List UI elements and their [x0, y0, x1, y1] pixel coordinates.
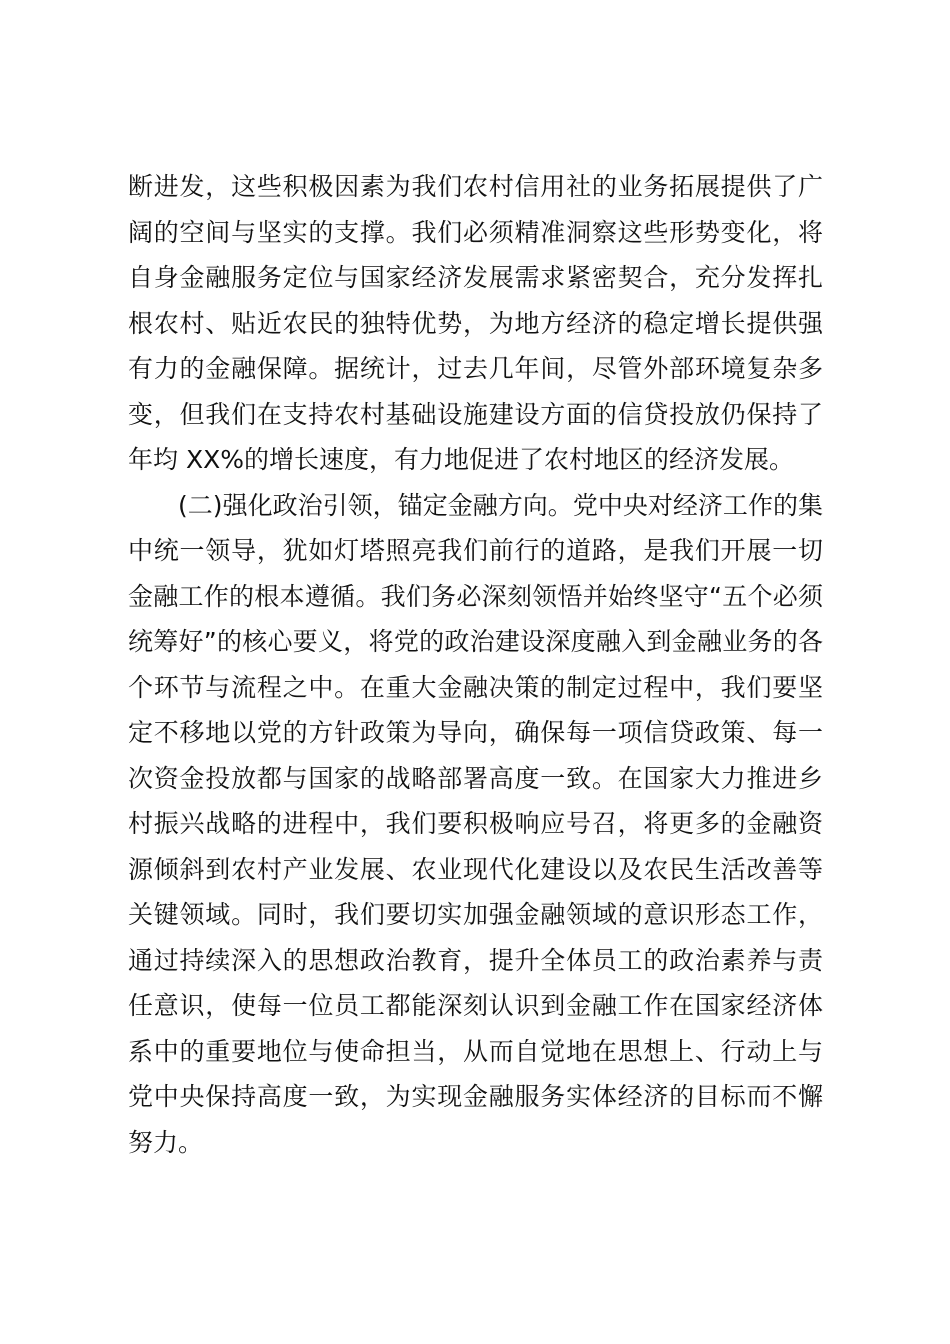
text-line: 系中的重要地位与使命担当，从而自觉地在思想上、行动上与	[128, 1036, 823, 1066]
text-line: 党中央保持高度一致，为实现金融服务实体经济的目标而不懈	[128, 1082, 823, 1111]
text-line: 根农村、贴近农民的独特优势，为地方经济的稳定增长提供强	[128, 308, 823, 338]
text-line: 源倾斜到农村产业发展、农业现代化建设以及农民生活改善等	[128, 854, 823, 884]
text-line: 金融工作的根本遵循。我们务必深刻领悟并始终坚守“五个必须	[128, 581, 823, 611]
text-line: 次资金投放都与国家的战略部署高度一致。在国家大力推进乡	[128, 763, 823, 793]
document-body	[128, 164, 823, 1165]
text-line: 有力的金融保障。据统计，过去几年间，尽管外部环境复杂多	[128, 354, 823, 383]
text-line: 通过持续深入的思想政治教育，提升全体员工的政治素养与责	[128, 945, 823, 975]
text-line: 定不移地以党的方针政策为导向，确保每一项信贷政策、每一	[128, 718, 823, 747]
text-line: 任意识，使每一位员工都能深刻认识到金融工作在国家经济体	[128, 991, 823, 1020]
text-line: 断进发，这些积极因素为我们农村信用社的业务拓展提供了广	[128, 172, 823, 201]
text-line: 年均 XX%的增长速度，有力地促进了农村地区的经济发展。	[128, 445, 794, 474]
text-line: 变，但我们在支持农村基础设施建设方面的信贷投放仍保持了	[128, 399, 823, 429]
text-line: 统筹好”的核心要义，将党的政治建设深度融入到金融业务的各	[128, 627, 823, 656]
text-line: 努力。	[128, 1127, 204, 1157]
text-line: 村振兴战略的进程中，我们要积极响应号召，将更多的金融资	[128, 809, 823, 838]
text-line: 中统一领导，犹如灯塔照亮我们前行的道路，是我们开展一切	[128, 536, 823, 565]
text-line: 阔的空间与坚实的支撑。我们必须精准洞察这些形势变化，将	[128, 217, 823, 247]
text-line: 关键领域。同时，我们要切实加强金融领域的意识形态工作，	[128, 900, 823, 929]
section-heading-line: (二)强化政治引领，锚定金融方向。党中央对经济工作的集	[178, 490, 823, 520]
text-line: 自身金融服务定位与国家经济发展需求紧密契合，充分发挥扎	[128, 263, 823, 292]
text-line: 个环节与流程之中。在重大金融决策的制定过程中，我们要坚	[128, 672, 823, 702]
